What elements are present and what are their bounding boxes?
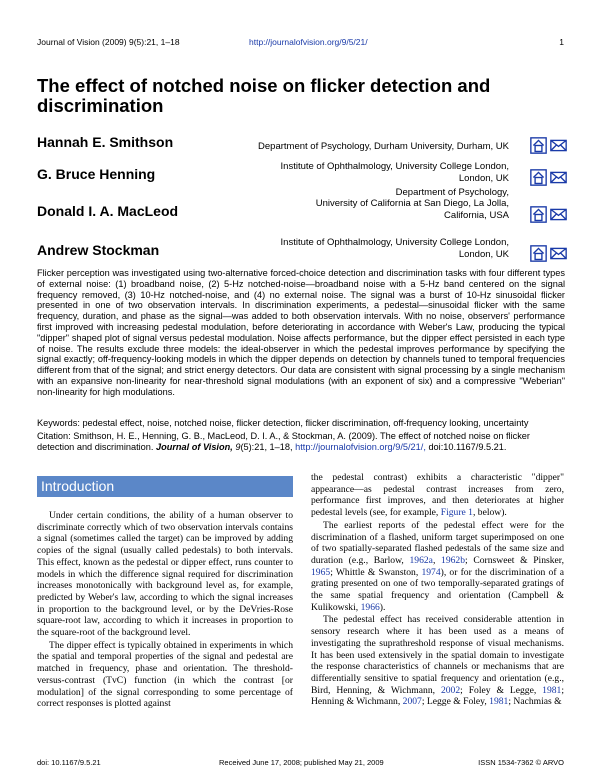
reference-link[interactable]: 1981 xyxy=(489,696,509,708)
author-name: Donald I. A. MacLeod xyxy=(37,203,179,219)
body-paragraph: The dipper effect is typically obtained in experiments in which the spatial and temporal properties of the signal and pedestal are matched in frequency, phase and orientation. The threshold-versus-contrast (TvC) function (in which the contrast [or modulation] of the signal corresponding to some percentage of correct responses is plotted against xyxy=(37,639,293,710)
footer-issn: ISSN 1534-7362 © ARVO xyxy=(478,758,564,767)
citation-issue: (5):21, 1–18, xyxy=(240,442,293,452)
body-paragraph: Under certain conditions, the ability of a human observer to discriminate correctly which of two observation intervals contains a signal (sometimes called the target) can be improved by adding copies of the signal (usually called pedestals) to both intervals. This effect, known as the pedestal or dipper effect, runs counter to models in which the difference signal required for discrimination increases monotonically with background level as, for example, predicted by Weber's law, according to which the signal increases in proportion to the background level, or by the DeVries-Rose square-root law, according to which it increases in proportion to the square-root of the background level. xyxy=(37,510,293,639)
homepage-icon[interactable] xyxy=(530,206,547,223)
reference-link[interactable]: 1981 xyxy=(542,684,562,696)
homepage-icon[interactable] xyxy=(530,245,547,262)
affiliation-line: London, UK xyxy=(458,172,509,184)
footer-dates: Received June 17, 2008; published May 21, 2009 xyxy=(219,758,384,767)
author-links xyxy=(530,206,567,223)
author-affiliation xyxy=(316,187,509,222)
email-icon[interactable] xyxy=(550,245,567,262)
citation-text: Citation: Smithson, H. E., Henning, G. B., MacLeod, D. I. A., & Stockman, A. (2009). The effect of notched noise on flicker detection and discrimination. xyxy=(37,431,530,452)
reference-link[interactable]: 1962a xyxy=(409,554,433,566)
running-header-citation: Journal of Vision (2009) 9(5):21, 1–18 xyxy=(37,37,180,47)
footer-doi: doi: 10.1167/9.5.21 xyxy=(37,758,101,767)
text-run: ). xyxy=(379,601,386,613)
author-block xyxy=(37,148,567,188)
reference-link[interactable]: 1962b xyxy=(441,554,466,566)
body-column-left xyxy=(37,510,293,710)
citation-doi: doi:10.1167/9.5.21. xyxy=(428,442,507,452)
author-links xyxy=(530,245,567,262)
text-run: ; Whittle & Swanston, xyxy=(330,566,419,578)
affiliation-line: Institute of Ophthalmology, University College London, xyxy=(280,237,509,248)
page-number: 1 xyxy=(559,37,564,47)
reference-link[interactable]: 1974 xyxy=(421,566,441,578)
text-run: ; Henning & Wichmann, xyxy=(311,684,565,708)
text-run: the pedestal contrast) exhibits a characteristic "dipper" appearance—as pedestal contrast increases from zero, performance first improves, and then deteriorates at higher pedestal levels (see, for example, xyxy=(311,472,564,519)
affiliation-line: California, USA xyxy=(444,209,509,221)
author-affiliation xyxy=(281,237,509,260)
text-run: ; Legge & Foley, xyxy=(421,696,487,708)
reference-link[interactable]: 1965 xyxy=(311,566,331,578)
author-name: Andrew Stockman xyxy=(37,242,160,258)
section-heading: Introduction xyxy=(41,478,115,494)
figure-link[interactable]: Figure 1 xyxy=(440,507,473,519)
reference-link[interactable]: 2002 xyxy=(440,684,461,696)
running-header-url[interactable]: http://journalofvision.org/9/5/21/ xyxy=(249,37,368,47)
author-block xyxy=(37,183,567,225)
body-paragraph xyxy=(311,520,564,614)
body-paragraph xyxy=(311,614,564,708)
affiliation-line: London, UK xyxy=(458,248,509,260)
section-heading-bar xyxy=(37,476,293,497)
keywords: Keywords: pedestal effect, noise, notched noise, flicker detection, flicker discrimination, off-frequency looking, uncertainty xyxy=(37,418,529,428)
text-run: ; Cornsweet & Pinsker, xyxy=(465,554,565,566)
text-run: ; Nachmias & xyxy=(508,696,562,708)
citation-url[interactable]: http://journalofvision.org/9/5/21/, xyxy=(295,442,426,452)
text-run: ), or for the discrimination of a grating presented on one of two temporally-separated gratings of the same spatial frequency and orientation (Campbell & Kulikowski, xyxy=(311,566,564,613)
paper-title: The effect of notched noise on flicker detection and discrimination xyxy=(37,75,491,116)
reference-link[interactable]: 2007 xyxy=(402,696,422,708)
text-run: , below). xyxy=(472,507,507,519)
text-run: The earliest reports of the pedestal effect were for the discrimination of a flashed, uniform target superimposed on one of two spatially-separated flashed pedestals of the same size and duration (e.g., Barlow, xyxy=(311,519,564,566)
author-name: G. Bruce Henning xyxy=(37,166,156,182)
email-icon[interactable] xyxy=(550,206,567,223)
affiliation-line: Institute of Ophthalmology, University College London, xyxy=(280,161,509,172)
citation xyxy=(37,431,565,453)
affiliation-line: University of California at San Diego, La Jolla, xyxy=(315,198,509,209)
text-run: The pedestal effect has received considerable attention in sensory research where it has been used as a means of investigating the suprathreshold response of visual mechanisms. It has been used extensively in the spatial domain to investigate the response characteristics of channels or mechanisms that are differentially sensitive to spatial frequency and orientation (e.g., Bird, Henning, & Wichmann, xyxy=(311,614,564,696)
author-affiliation xyxy=(281,161,509,184)
affiliation-line: Department of Psychology, Durham University, Durham, UK xyxy=(258,140,509,152)
citation-volume: 9 xyxy=(235,442,241,452)
body-column-right xyxy=(311,472,564,708)
author-block xyxy=(37,224,567,264)
body-paragraph xyxy=(311,472,564,519)
citation-journal: Journal of Vision, xyxy=(156,442,233,452)
reference-link[interactable]: 1966 xyxy=(360,601,380,613)
affiliation-line: Department of Psychology, xyxy=(395,186,509,198)
text-run: , xyxy=(432,554,436,566)
abstract: Flicker perception was investigated using two-alternative forced-choice detection and discrimination tasks with four different types of external noise: (1) broadband noise, (2) 5-Hz notched-noise—broadband noise with a 5-Hz band centered on the signal frequency removed, (3) 10-Hz notched-noise, and (4) no external noise. The signal was a burst of 10-Hz sinusoidal flicker presented in one of two observation intervals. In discrimination experiments, a pedestal—sinusoidal flicker with the same frequency, duration, and phase as the signal—was added to both observation intervals. With no noise, observers' performance first improved with increasing pedestal modulation, before deteriorating in accordance with Weber's Law, producing the typical "dipper" shaped plot of signal versus pedestal modulation. Noise affects performance, but the dipper effect persisted in each type of noise. The results exclude three models: the ideal-observer in which the pedestal improves performance by specifying the signal exactly; off-frequency-looking models in which the dipper depends on detection by channels tuned to temporal frequencies different from that of the signal; and strict energy detectors. Our data are consistent with signal processing by a single mechanism with an expansive non-linearity for near-threshold signal modulations (with an exponent of six) and a compressive "Weberian" non-linearity for high modulations. xyxy=(37,268,565,397)
author-name: Hannah E. Smithson xyxy=(37,134,174,150)
text-run: ; Foley & Legge, xyxy=(460,684,537,696)
